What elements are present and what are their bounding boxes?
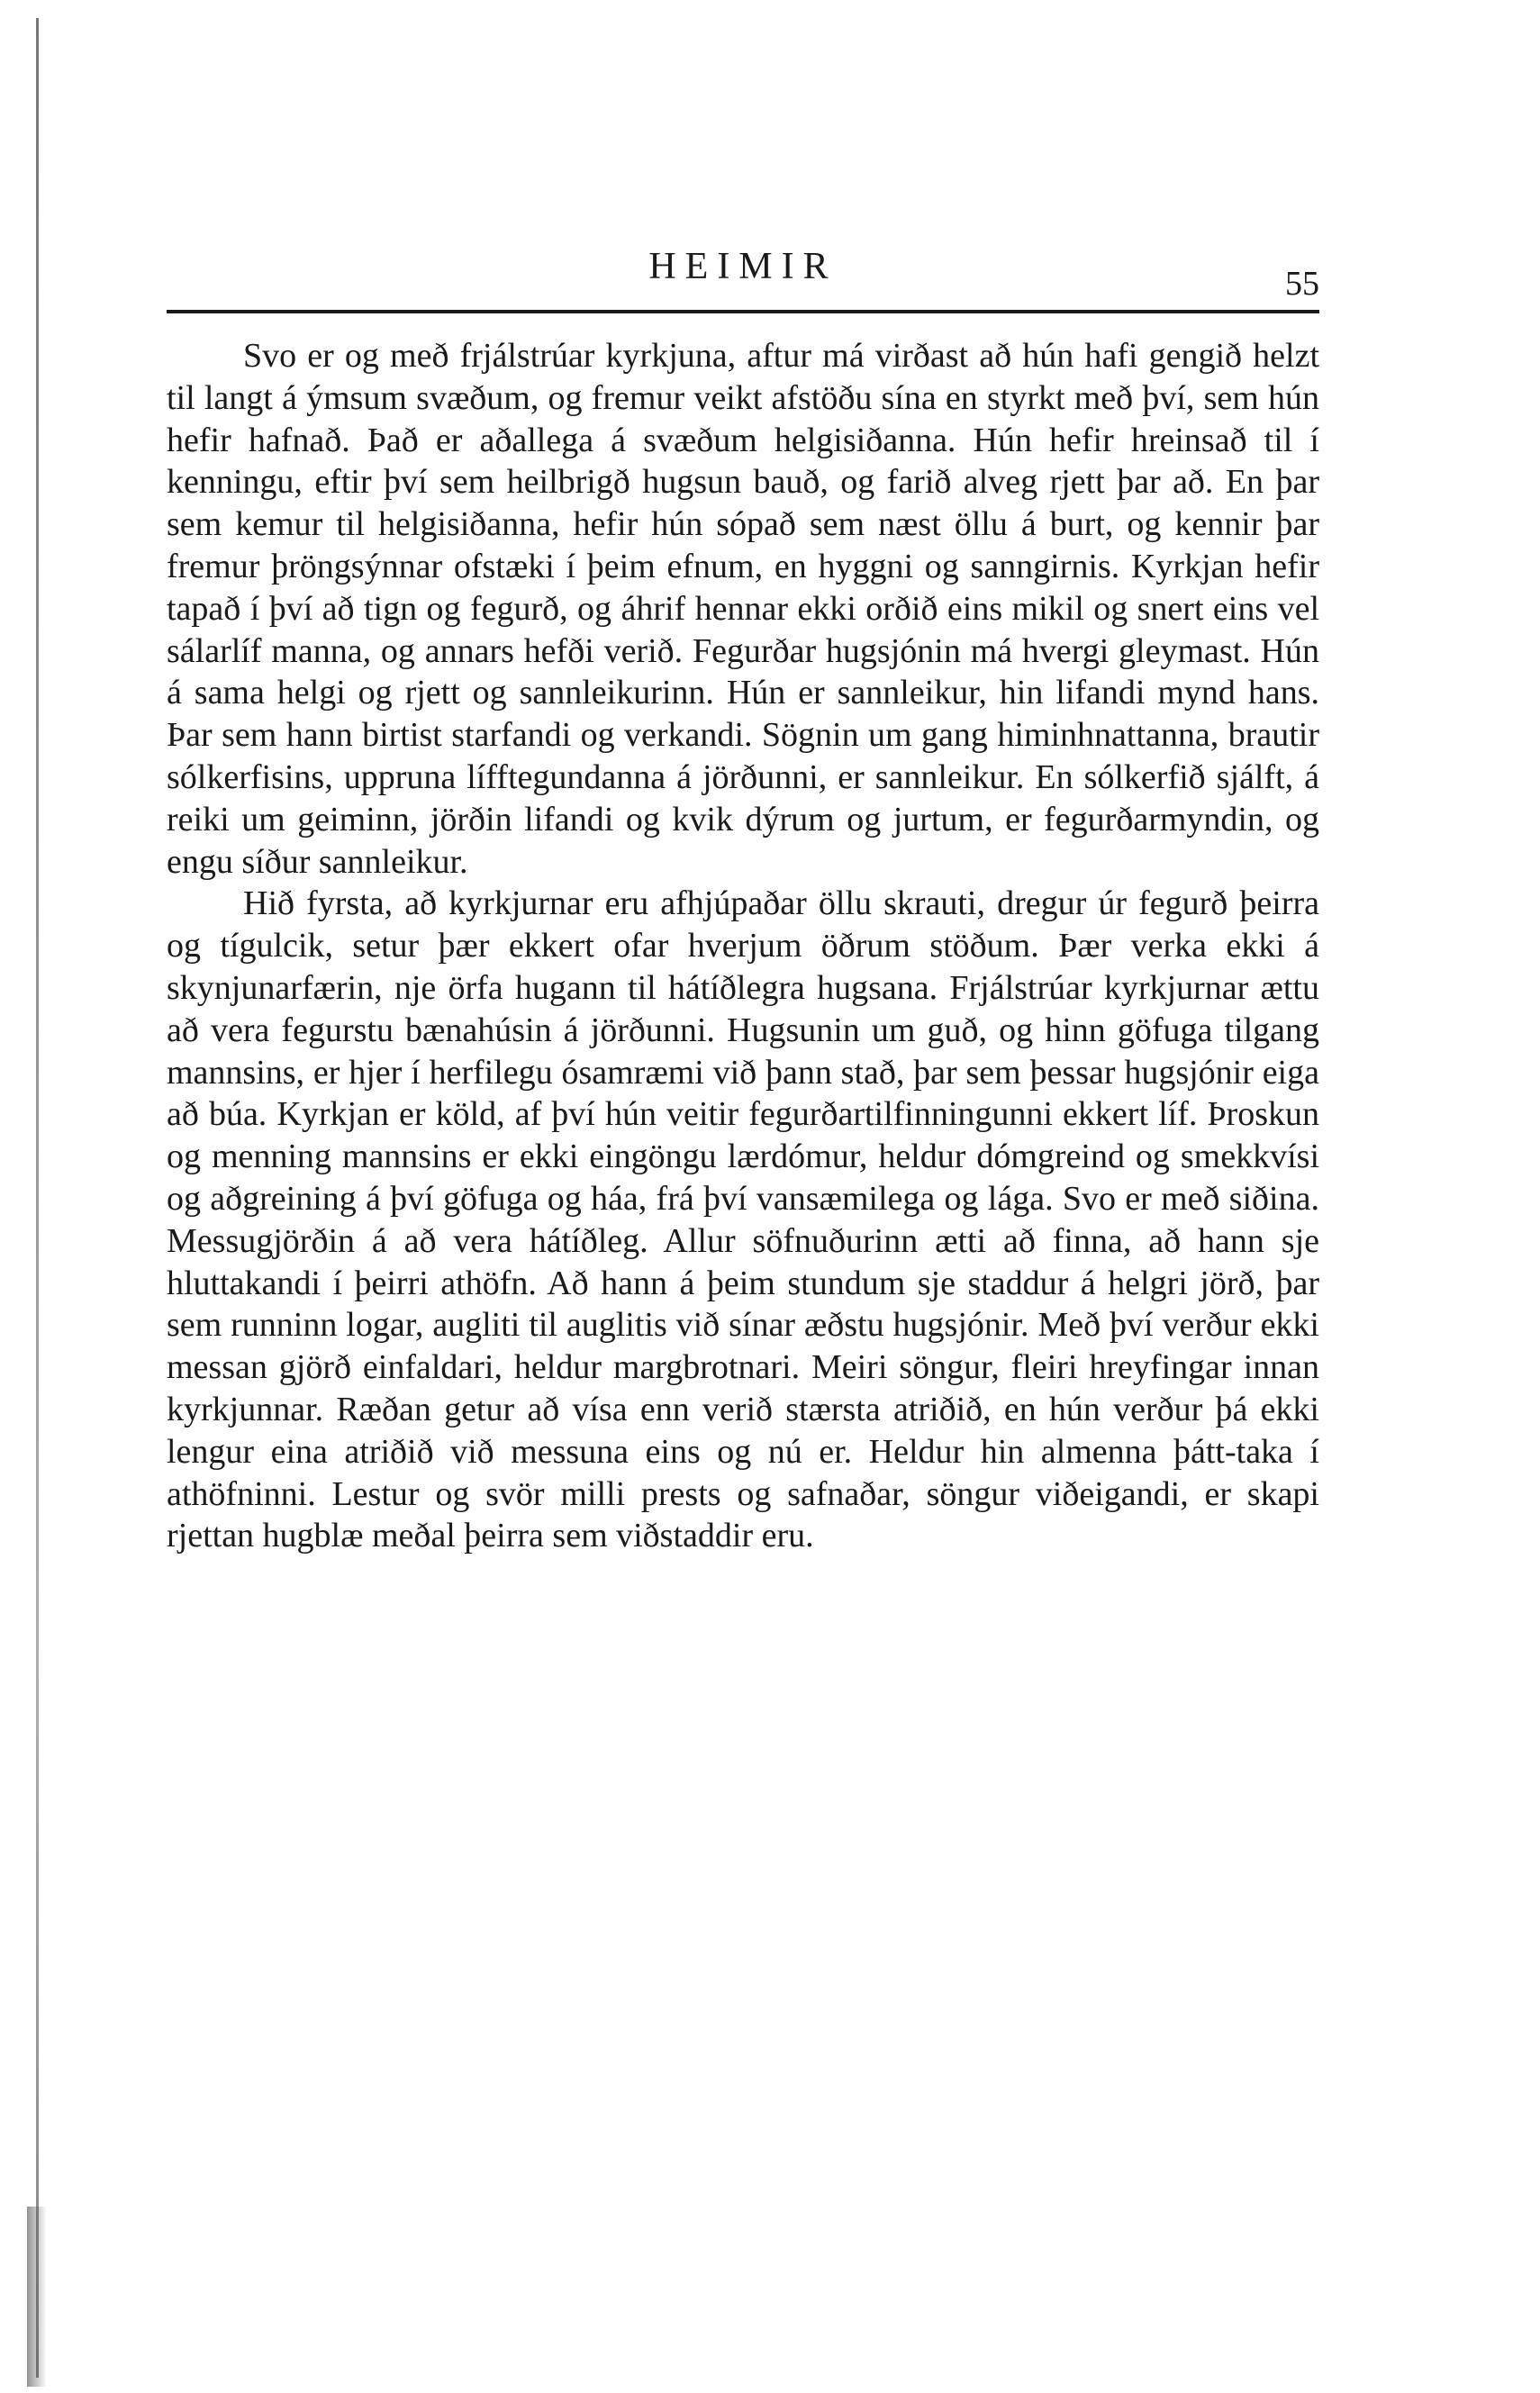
paragraph: Hið fyrsta, að kyrkjurnar eru afhjúpaðar öllu skrauti, dregur úr fegurð þeirra og tígulcik, setur þær ekkert ofar hverjum öðrum stöðum. Þær verka ekki á skynjunarfærin, nje örfa hugann til hátíðlegra hugsana. Frjálstrúar kyrkjurnar ættu að vera fegurstu bænahúsin á jörðunni. Hugsunin um guð, og hinn göfuga tilgang mannsins, er hjer í herfilegu ósamræmi við þann stað, þar sem þessar hugsjónir eiga að búa. Kyrkjan er köld, af því hún veitir fegurðartilfinningunni ekkert líf. Þroskun og menning mannsins er ekki eingöngu lærdómur, heldur dómgreind og smekkvísi og aðgreining á því göfuga og háa, frá því vansæmilega og lága. Svo er með siðina. Messugjörðin á að vera hátíðleg. Allur söfnuðurinn ætti að finna, að hann sje hluttakandi í þeirri athöfn. Að hann á þeim stundum sje staddur á helgri jörð, þar sem runninn logar, augliti til auglitis við sínar æðstu hugsjónir. Með því verður ekki messan gjörð einfaldari, heldur margbrotnari. Meiri söngur, fleiri hreyfingar innan kyrkjunnar. Ræðan getur að vísa enn verið stærsta atriðið, en hún verður þá ekki lengur eina atriðið við messuna eins og nú er. Heldur hin almenna þátt-taka í athöfninni. Lestur og svör milli prests og safnaðar, söngur viðeigandi, er skapi rjettan hugblæ meðal þeirra sem viðstaddir eru. <box>167 884 1319 1555</box>
paragraph: Svo er og með frjálstrúar kyrkjuna, aftur má virðast að hún hafi gengið helzt til langt á ýmsum svæðum, og fremur veikt afstöðu sína en styrkt með því, sem hún hefir hafnað. Það er aðallega á svæðum helgisiðanna. Hún hefir hreinsað til í kenningu, eftir því sem heilbrigð hugsun bauð, og farið alveg rjett þar að. En þar sem kemur til helgisiðanna, hefir hún sópað sem næst öllu á burt, og kennir þar fremur þröngsýnnar ofstæki í þeim efnum, en hyggni og sanngirnis. Kyrkjan hefir tapað í því að tign og fegurð, og áhrif hennar ekki orðið eins mikil og snert eins vel sálarlíf manna, og annars hefði verið. Fegurðar hugsjónin má hvergi gleymast. Hún á sama helgi og rjett og sannleikurinn. Hún er sannleikur, hin lifandi mynd hans. Þar sem hann birtist starfandi og verkandi. Sögnin um gang himinhnattanna, brautir sólkerfisins, uppruna lífftegundanna á jörðunni, er sannleikur. En sólkerfið sjálft, á reiki um geiminn, jörðin lifandi og kvik dýrum og jurtum, er fegurðarmyndin, og engu síður sannleikur. <box>167 337 1319 881</box>
page-number: 55 <box>1285 265 1319 303</box>
header-rule <box>167 310 1319 313</box>
book-page <box>167 243 1319 1557</box>
running-title: HEIMIR <box>648 246 838 287</box>
page-header <box>167 243 1319 301</box>
body-text <box>167 335 1319 1557</box>
scan-edge-shadow-lower <box>27 2207 47 2387</box>
scan-edge-shadow <box>36 18 39 2378</box>
